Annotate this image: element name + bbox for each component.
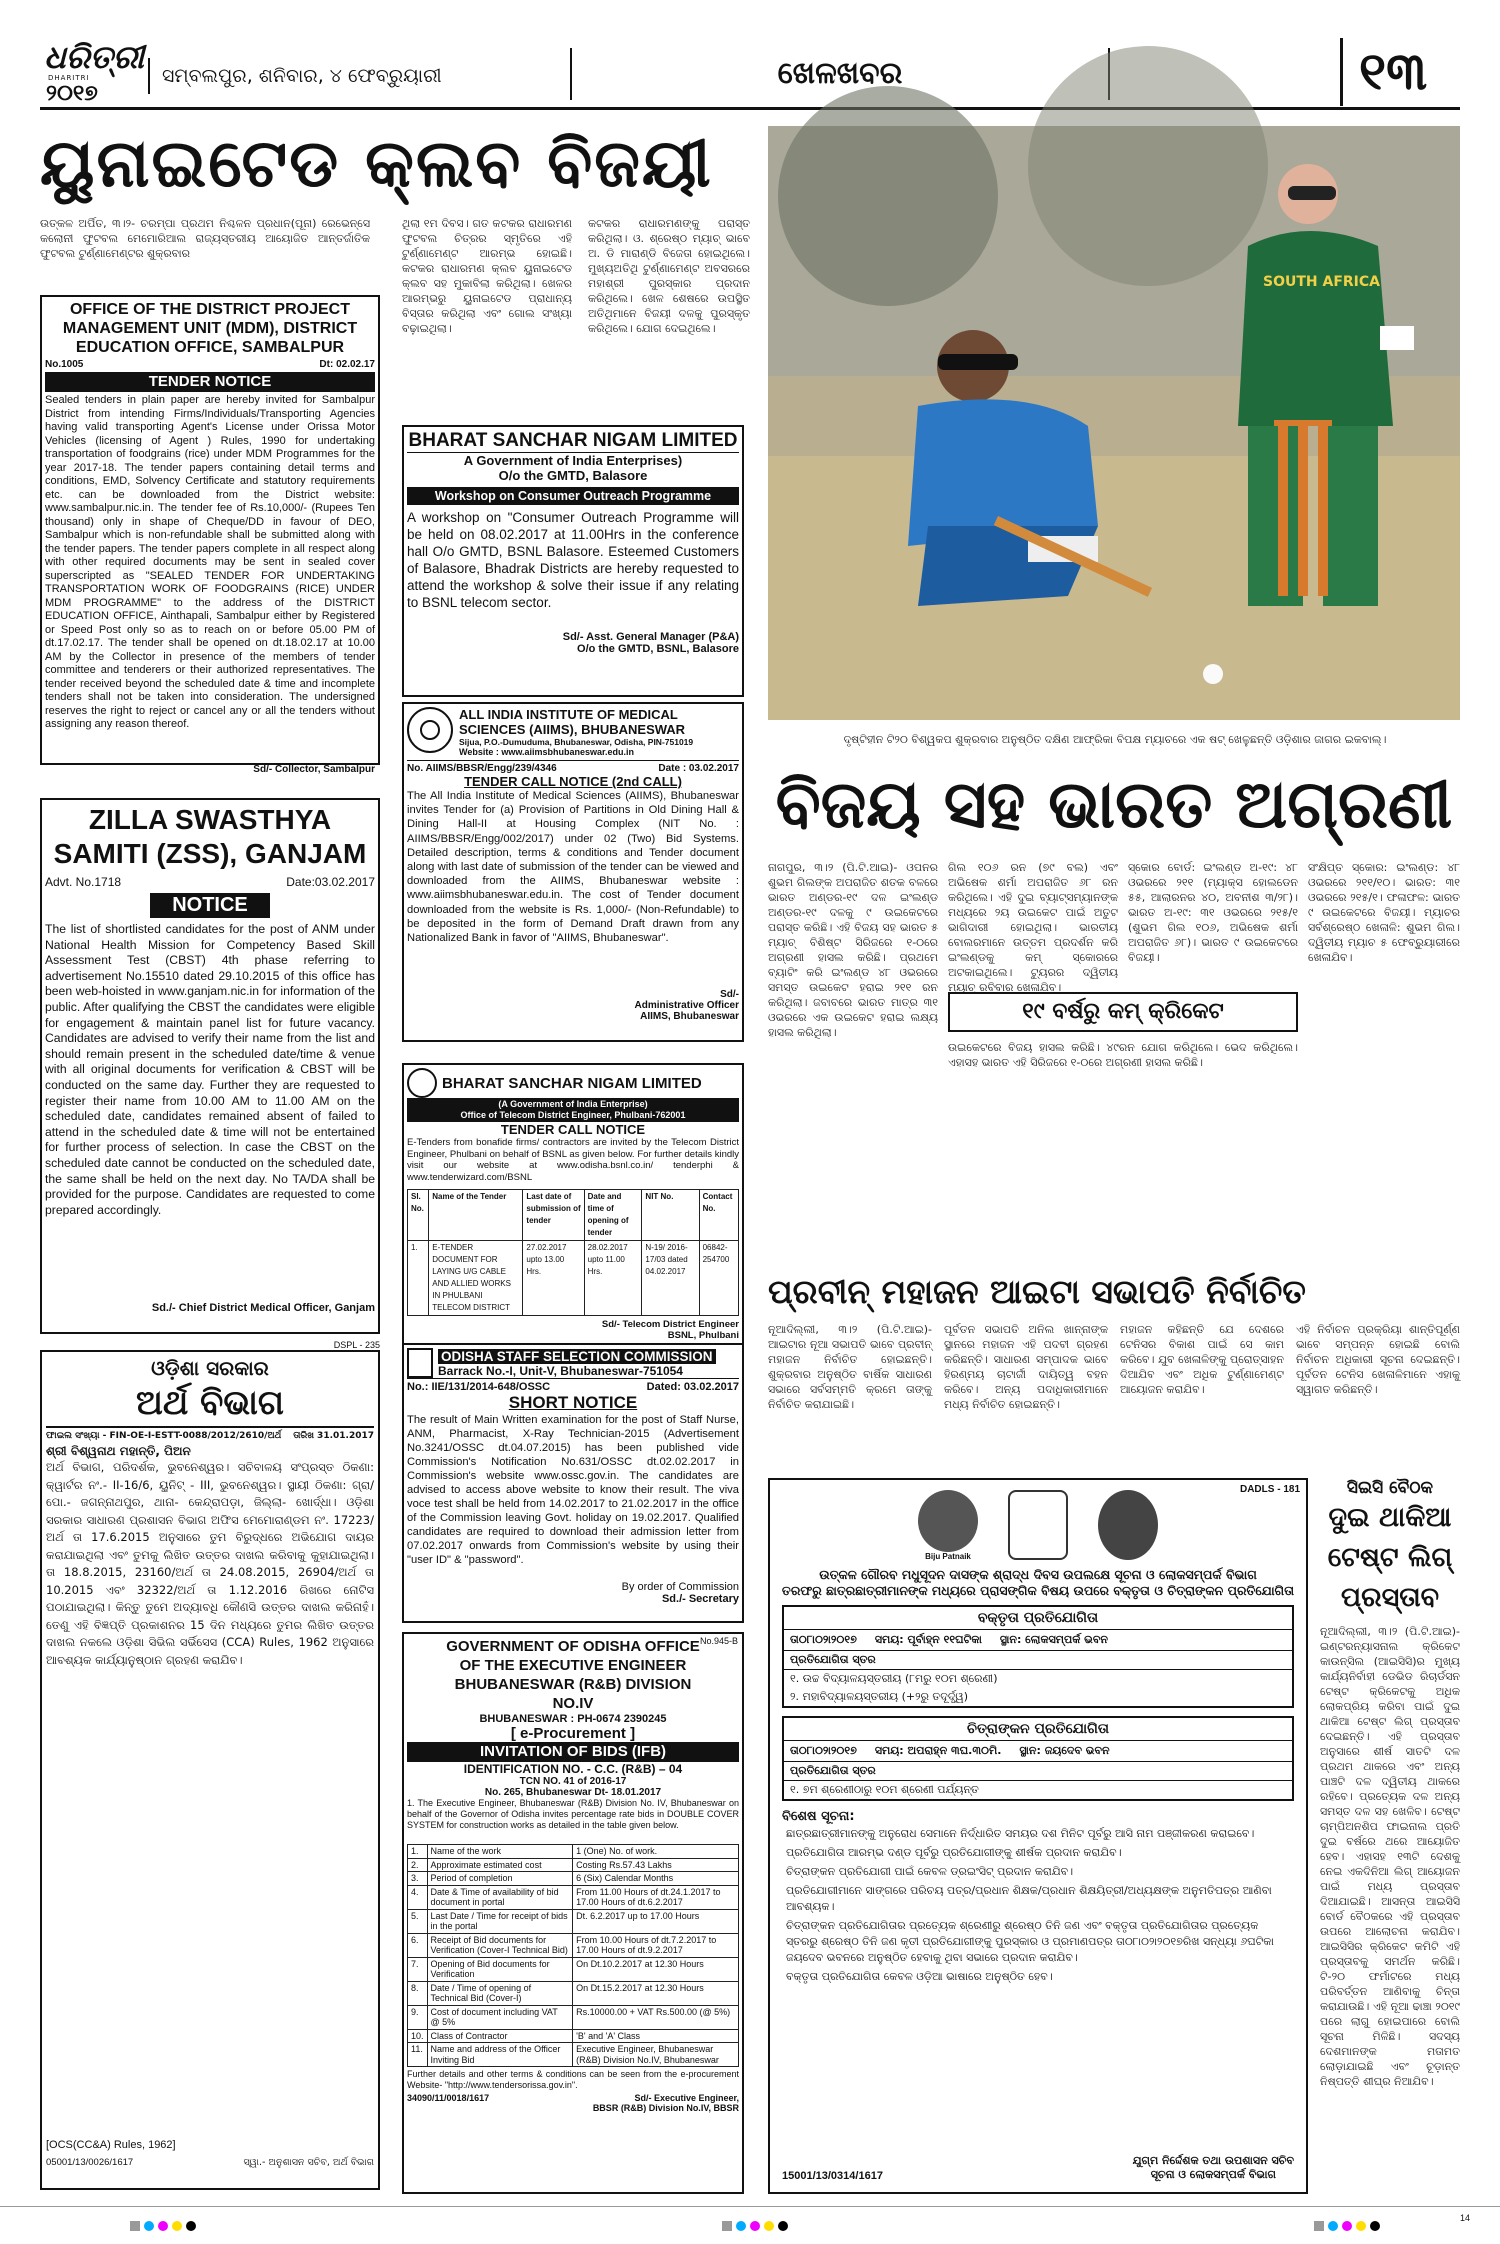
table-cell: 11. — [408, 2043, 428, 2067]
story-headline: ବିଜୟ ସହ ଭାରତ ଅଗ୍ରଣୀ — [775, 766, 1453, 843]
ad-signature-2: BBSR (R&B) Division No.IV, BBSR — [592, 2103, 739, 2113]
table-cell: 4. — [408, 1885, 428, 1909]
color-registration-marks — [130, 2221, 1380, 2233]
ad-signature-1: Sd/- — [720, 989, 739, 1000]
ad-signature-2: O/o the GMTD, BSNL, Balasore — [577, 643, 739, 655]
ad-addressee: ଶ୍ରୀ ବିଶ୍ୱନାଥ ମହାନ୍ତି, ପିଅନ — [46, 1444, 191, 1458]
story-col-1: ନାଗପୁର, ୩।୨ (ପି.ଟି.ଆଇ)- ଓପନର ଶୁଭମ ଗିଲଙ୍କ ଅପରାଜିତ ଶତକ ବଳରେ ଭାରତ ଅଣ୍ଡର-୧୯ ଦଳ ଇଂଲଣ୍ଡ ଅଣ୍ଡର-୧୯ ଦଳକୁ ୯ ଉଇକେଟରେ ପରାସ୍ତ କରିଛି। ଏହି ବିଜୟ ସହ ଭାରତ ୫ ମ୍ୟାଚ୍ ବିଶିଷ୍ଟ ସିରିଜରେ ୧-୦ରେ ଅଗ୍ରଣୀ ହାସଲ କରିଛି। ପ୍ରଥମେ ବ୍ୟାଟିଂ କରି ଇଂଲଣ୍ଡ ୪୮ ଓଭରରେ ସମସ୍ତ ଉଇକେଟ ହରାଇ ୨୧୧ ରନ କରିଥିଲା। ଜବାବରେ ଭାରତ ମାତ୍ର ୩୧ ଓଭରରେ ଏକ ଉଇକେଟ ହରାଇ ଲକ୍ଷ୍ୟ ହାସଲ କରିଥିଲା। — [768, 861, 938, 1039]
ad-body: Sealed tenders in plain paper are hereby invited for Sambalpur District from intending Firms/Individuals/Transporting Agencies having valid transporting Agent's License under Orissa Motor Vehicles (licensing of Agent ) Rules, 1990 for undertaking transportation of foodgrains (rice) under MDM Programmes for the year 2017-18. The tender papers containing detail terms and conditions, EMD, Solvency Certificate and statutory requirements etc. can be downloaded from the District website: www.sambalpur.nic.in. The tender fee of Rs.10,000/- (Rupees Ten thousand) only in shape of Cheque/DD in favour of DEO, Sambalpur which is non-refundable shall be submitted along with the tender papers. The tender papers complete in all respect along with other required documents may be sent in sealed cover superscripted as "SEALED TENDER FOR UNDERTAKING TRANSPORTATION WORK OF FOODGRAINS (RICE) UNDER MDM PROGRAMME" to the address of the DISTRICT EDUCATION OFFICE, Ainthapali, Sambalpur either by Registered or Speed Post only so as to reach on or before 05.00 PM of dt.17.02.17. The tender shall be opened on dt.18.02.17 at 10.00 AM by the Collector in presence of the members of tender committee and tenderers or their authorized representatives. The tender received beyond the scheduled date & time and incomplete tenders shall not be taken into consideration. The undersigned reserves the right to reject or cancel any or all the tenders without assigning any reason thereof. — [45, 394, 375, 730]
ad-rnb-division — [402, 1632, 744, 2194]
story-headline: ପ୍ରବୀନ୍ ମହାଜନ ଆଇଟା ସଭାପତି ନିର୍ବାଚିତ — [768, 1272, 1306, 1311]
table-cell: Rs.10000.00 + VAT Rs.500.00 (@ 5%) — [573, 2005, 739, 2029]
note-item: ପ୍ରତିଯୋଗୀମାନେ ସାଙ୍ଗରେ ପରିଚୟ ପତ୍ର/ପ୍ରଧାନ ଶିକ୍ଷକ/ପ୍ରଧାନ ଶିକ୍ଷୟିତ୍ରୀ/ଅଧ୍ୟକ୍ଷଙ୍କ ଅନୁମତିପତ୍ର ଆଣିବା ଆବଶ୍ୟକ। — [786, 1884, 1272, 1913]
ad-addr: Barrack No.-I, Unit-V, Bhubaneswar-751054 — [438, 1363, 683, 1378]
table-row — [408, 2029, 739, 2043]
ad-bar: NOTICE — [150, 893, 270, 918]
ad-ref-no: No. AIIMS/BBSR/Engg/239/4346 — [407, 763, 557, 774]
drawing-title: ଚିତ୍ରାଙ୍କନ ପ୍ରତିଯୋଗିତା — [784, 1718, 1292, 1741]
table-row — [408, 1909, 739, 1933]
odisha-emblem-icon — [1008, 1490, 1068, 1560]
table-cell: 5. — [408, 1909, 428, 1933]
speech-date: ତା୦୮ା୦୨ା୨୦୧୭ — [790, 1633, 857, 1646]
table-row — [408, 1858, 739, 1872]
ad-signature-2: BSNL, Phulbani — [667, 1330, 739, 1341]
ad-signature-1: By order of Commission — [621, 1581, 739, 1593]
ad-body: The result of Main Written examination for the post of Staff Nurse, ANM, Pharmacist, X-Ray Technician-2015 (Advertisement No.3241/OSSC dt.04.07.2015) has been published vide Commission's Notification No.631/OSSC dt.02.02.2017 in Commission's website www.ossc.gov.in. The candidates are advised to access above website to know their result. The viva voce test shall be held from 14.02.2017 to 21.02.2017 in the office of the Commission leaving Govt. holiday on 19.02.2017. Qualified candidates are required to download their admission letter from 07.02.2017 onwards from Commission's website by using their "user ID" & "password". — [407, 1414, 739, 1566]
speech-level-2: ୨. ମହାବିଦ୍ୟାଳୟସ୍ତରୀୟ (+୨ରୁ ତଦୂର୍ଦ୍ଧ୍ୱ) — [790, 1690, 969, 1703]
table-row — [408, 2005, 739, 2029]
bsnl-logo-icon — [407, 1068, 437, 1098]
table-cell: Approximate estimated cost — [427, 1858, 573, 1872]
table-row — [408, 1845, 739, 1859]
ad-body: E-Tenders from bonafide firms/ contractors are invited by the Telecom District Engineer, Phulbani on behalf of BSNL as given below. For further details kindly visit our website at www.odisha.bsnl.co.in/ tenderphi & www.tenderwizard.com/BSNL — [407, 1137, 739, 1183]
speech-venue: ସ୍ଥାନ: ଲୋକସମ୍ପର୍କ ଭବନ — [999, 1633, 1108, 1646]
page-number: ୧୩ — [1340, 38, 1427, 106]
speech-level-1: ୧. ଉଚ୍ଚ ବିଦ୍ୟାଳୟସ୍ତରୀୟ (୮ମରୁ ୧୦ମ ଶ୍ରେଣୀ) — [790, 1672, 998, 1685]
table-cell: Name and address of the Officer Inviting Bid — [427, 2043, 573, 2067]
ad-body: 1. The Executive Engineer, Bhubaneswar (R&B) Division No. IV, Bhubaneswar on behalf of the Governor of Odisha invites percentage rate bids in DOUBLE COVER SYSTEM for construction works as detailed in the table given below. — [407, 1798, 739, 1830]
story-test-league — [1320, 1478, 1460, 2194]
ad-heading: SHORT NOTICE — [508, 1393, 638, 1412]
drawing-time: ସମୟ: ଅପରାହ୍ନ ୩ଘ.୩୦ମି. — [874, 1744, 1002, 1757]
ad-bar: INVITATION OF BIDS (IFB) — [407, 1742, 739, 1762]
ad-ref-no: No.: IIE/131/2014-648/OSSC — [407, 1381, 551, 1393]
ad-ipr-competition — [768, 1478, 1308, 2194]
ad-signature: Sd/- Collector, Sambalpur — [253, 764, 375, 775]
table-row — [408, 1872, 739, 1886]
table-cell: 6. — [408, 1933, 428, 1957]
ad-title-1: ZILLA SWASTHYA — [88, 804, 332, 835]
ad-govt: ଓଡ଼ିଶା ସରକାର — [151, 1356, 269, 1380]
story-col-4: ଉଇକେଟରେ ବିଜୟ ହାସଲ କରିଛି। ୪୯ରନ ଯୋଗ କରିଥିଲେ। ଭେଦ କରିଥିଲେ। ଏହାସହ ଭାରତ ଏହି ସିରିଜରେ ୧-୦ରେ ଅଗ୍ରଣୀ ହାସଲ କରିଛି। — [948, 1041, 1298, 1069]
ad-title: ODISHA STAFF SELECTION COMMISSION — [438, 1349, 716, 1364]
ad-code: DADLS - 181 — [1239, 1484, 1300, 1495]
story-col-3: ସ୍କୋର ବୋର୍ଡ: ଇଂଲଣ୍ଡ ଅ-୧୯: ୪୮ ଓଭରରେ ୨୧୧ (ମ୍ୟାକ୍ସ ହୋଲଡେନ ୫୫, ଆଲାରନର ୪୦, ଅବନୀଶ ୩/୨୮)। ଭାରତ ଅ-୧୯: ୩୧ ଓଭରରେ ୨୧୫/୧ (ଶୁଭମ ଗିଲ ୧୦୬, ଅଭିଷେକ ଶର୍ମା ଅପରାଜିତ ୬୮)। ଭାରତ ୯ ଉଇକେଟରେ ବିଜୟୀ। — [1128, 861, 1298, 964]
madhusudan-portrait-icon — [1098, 1490, 1158, 1560]
speech-level: ପ୍ରତିଯୋଗିତା ସ୍ତର — [784, 1651, 1292, 1670]
dateline: ସମ୍ବଲପୁର, ଶନିବାର, ୪ ଫେବ୍ରୁୟାରୀ — [148, 58, 442, 94]
ad-signature-2: ସୂଚନା ଓ ଲୋକସମ୍ପର୍କ ବିଭାଗ — [1150, 2168, 1276, 2181]
ad-code-no: 05001/13/0026/1617 — [46, 2157, 134, 2168]
ad-finance-dept — [40, 1340, 380, 2194]
ad-title-2: SAMITI (ZSS), GANJAM — [53, 838, 367, 869]
ad-tcn: TCN NO. 41 of 2016-17 — [519, 1776, 627, 1787]
ad-ref-no: ଫାଇଲ ସଂଖ୍ୟା - FIN-OE-I-ESTT-0088/2012/2610/ଅର୍ଥ — [46, 1431, 282, 1441]
story-india-lead — [768, 760, 1460, 1330]
story-col-4: ଏହି ନିର୍ବାଚନ ପ୍ରକ୍ରିୟା ଶାନ୍ତିପୂର୍ଣ୍ଣ ଭାବେ ସମ୍ପନ୍ନ ହୋଇଛି ବୋଲି ନିର୍ବାଚନ ଅଧିକାରୀ ସୂଚନା ଦେଇଛନ୍ତି। ପୂର୍ବତନ ଟେନିସ ଖେଳାଳିମାନେ ଏହାକୁ ସ୍ୱାଗତ କରିଛନ୍ତି। — [1296, 1323, 1460, 1396]
speech-box — [782, 1605, 1294, 1708]
ad-signature-1: Sd/- Asst. General Manager (P&A) — [562, 631, 739, 643]
table-cell: Executive Engineer, Bhubaneswar (R&B) Division No.IV, Bhubaneswar — [573, 2043, 739, 2067]
ad-title: ALL INDIA INSTITUTE OF MEDICAL SCIENCES (AIIMS), BHUBANESWAR — [459, 707, 686, 737]
table-cell: 1 (One) No. of work. — [573, 1845, 739, 1859]
note-item: ବକ୍ତୃତା ପ୍ରତିଯୋଗିତା କେବଳ ଓଡ଼ିଆ ଭାଷାରେ ଅନୁଷ୍ଠିତ ହେବ। — [786, 1970, 1053, 1983]
story-subhead: ୧୯ ବର୍ଷରୁ କମ୍ କ୍ରିକେଟ — [948, 992, 1298, 1032]
table-cell: Date / Time of opening of Technical Bid (Cover-I) — [427, 1981, 573, 2005]
ad-signature-2: Sd./- Secretary — [661, 1593, 739, 1605]
speech-title: ବକ୍ତୃତା ପ୍ରତିଯୋଗିତା — [784, 1607, 1292, 1630]
table-row — [408, 1885, 739, 1909]
bid-table — [407, 1844, 739, 2067]
jersey-text: SOUTH AFRICA — [1263, 274, 1380, 290]
ad-bsnl-phulbani — [402, 1063, 744, 1345]
cricket-photo — [768, 126, 1460, 720]
ad-date: Date : 03.02.2017 — [658, 763, 739, 774]
story-kicker: ସିଇସି ବୈଠକ — [1346, 1478, 1434, 1498]
footer-page: 14 — [1459, 2213, 1470, 2223]
photo-caption: ଦୃଷ୍ଟିହୀନ ଟି୨୦ ବିଶ୍ୱକପ ଶୁକ୍ରବାର ଅନୁଷ୍ଠିତ ଦକ୍ଷିଣ ଆଫ୍ରିକା ବିପକ୍ଷ ମ୍ୟାଚରେ ଏକ ଷଟ୍ ଖେଳୁଛନ୍ତି ଓଡ଼ିଶାର ଜାଗର ଇକବାଲ୍। — [843, 733, 1387, 746]
story-col-2: ପୂର୍ବତନ ସଭାପତି ଅନିଲ ଖାନ୍ନାଙ୍କ ସ୍ଥାନରେ ମହାଜନ ଏହି ପଦବୀ ଗ୍ରହଣ କରିଛନ୍ତି। ସାଧାରଣ ସମ୍ପାଦକ ଭାବେ ହିରଣ୍ମୟ ଚାଟାର୍ଜୀ ଦାୟିତ୍ୱ ବହନ କରିବେ। ଅନ୍ୟ ପଦାଧିକାରୀମାନେ ମଧ୍ୟ ନିର୍ବାଚିତ ହୋଇଛନ୍ତି। — [944, 1323, 1108, 1411]
ad-heading: TENDER CALL NOTICE — [500, 1122, 646, 1137]
ad-sub: (A Government of India Enterprise) — [498, 1099, 648, 1109]
leader-name: Biju Patnaik — [925, 1552, 971, 1561]
table-row — [408, 1957, 739, 1981]
ad-code-no: 15001/13/0314/1617 — [782, 2170, 883, 2182]
table-cell: Period of completion — [427, 1872, 573, 1886]
ad-eproc: [ e-Procurement ] — [510, 1725, 636, 1742]
table-cell: Receipt of Bid documents for Verification (Cover-I Technical Bid) — [427, 1933, 573, 1957]
ad-code: DSPL - 235 — [333, 1340, 380, 1350]
table-row — [408, 2043, 739, 2067]
story-mahajan — [768, 1270, 1460, 1470]
note-item: ପ୍ରତିଯୋଗିତା ଆରମ୍ଭ ଦଣ୍ଡ ପୂର୍ବରୁ ପ୍ରତିଯୋଗୀଙ୍କୁ ଶୀର୍ଷକ ପ୍ରଦାନ କରାଯିବ। — [786, 1846, 1122, 1859]
ad-ref: No. 265, Bhubaneswar Dt- 18.01.2017 — [484, 1787, 662, 1798]
drawing-date: ତା୦୮ା୦୨ା୨୦୧୭ — [790, 1744, 857, 1757]
story-body: ନୂଆଦିଲ୍ଲୀ, ୩।୨ (ପି.ଟି.ଆଇ)- ଇଣ୍ଟରନ୍ୟାସନାଲ କ୍ରିକେଟ କାଉନ୍ସିଲ (ଆଇସିସି)ର ମୁଖ୍ୟ କାର୍ଯ୍ୟନିର୍ବାହୀ ଡେଭିଡ ରିଚାର୍ଡସନ ଟେଷ୍ଟ କ୍ରିକେଟକୁ ଅଧିକ ଲୋକପ୍ରିୟ କରିବା ପାଇଁ ଦୁଇ ଥାକିଆ ଟେଷ୍ଟ ଲିଗ୍ ପ୍ରସ୍ତାବ ଦେଇଛନ୍ତି। ଏହି ପ୍ରସ୍ତାବ ଅନୁସାରେ ଶୀର୍ଷ ସାତଟି ଦଳ ପ୍ରଥମ ଥାକରେ ଏବଂ ଅନ୍ୟ ପାଞ୍ଚଟି ଦଳ ଦ୍ୱିତୀୟ ଥାକରେ ରହିବେ। ପ୍ରତ୍ୟେକ ଦଳ ଅନ୍ୟ ସମସ୍ତ ଦଳ ସହ ଖେଳିବ। ଟେଷ୍ଟ ଚାମ୍ପିଅନଶିପ ଫାଇନାଲ ପ୍ରତି ଦୁଇ ବର୍ଷରେ ଥରେ ଆୟୋଜିତ ହେବ। ଏହାସହ ୧୩ଟି ଦେଶକୁ ନେଇ ଏକଦିନିଆ ଲିଗ୍ ଆୟୋଜନ ପାଇଁ ମଧ୍ୟ ପ୍ରସ୍ତାବ ଦିଆଯାଇଛି। ଆସନ୍ତା ଆଇସିସି ବୋର୍ଡ ବୈଠକରେ ଏହି ପ୍ରସ୍ତାବ ଉପରେ ଆଲୋଚନା କରାଯିବ। ଆଇସିସିର କ୍ରିକେଟ କମିଟି ଏହି ପ୍ରସ୍ତାବକୁ ସମର୍ଥନ କରିଛି। ଟି-୨୦ ଫର୍ମାଟରେ ମଧ୍ୟ ପରିବର୍ତ୍ତନ ଆଣିବାକୁ ଚିନ୍ତା କରାଯାଉଛି। ଏହି ନୂଆ ଢାଞ୍ଚା ୨୦୧୯ ପରେ ଲାଗୁ ହୋଇପାରେ ବୋଲି ସୂଚନା ମିଳିଛି। ସଦସ୍ୟ ଦେଶମାନଙ୍କ ମତାମତ ଲୋଡ଼ାଯାଇଛି ଏବଂ ଚୂଡ଼ାନ୍ତ ନିଷ୍ପତ୍ତି ଶୀଘ୍ର ନିଆଯିବ। — [1320, 1625, 1460, 2088]
table-cell: 1. — [408, 1845, 428, 1859]
ad-code-no: 34090/11/0018/1617 — [407, 2093, 490, 2103]
ad-signature-1: ଯୁଗ୍ମ ନିର୍ଦ୍ଦେଶକ ତଥା ଉପଶାସନ ସଚିବ — [1132, 2154, 1294, 2167]
drawing-level-1: ୧. ୭ମ ଶ୍ରେଣୀଠାରୁ ୧୦ମ ଶ୍ରେଣୀ ପର୍ଯ୍ୟନ୍ତ — [790, 1783, 979, 1796]
table-cell: From 11.00 Hours of dt.24.1.2017 to 17.00 Hours of dt.6.2.2017 — [573, 1885, 739, 1909]
story-col-1: ଉତ୍କଳ ଅର୍ପିତ, ୩।୨- ଚରମ୍ପା ପ୍ରଥମ ନିଶ୍ଚଳନ ପ୍ରଧାନ(ପୂନା) ରେଭେନ୍ସେ କଲୋନୀ ଫୁଟବଲ ମେମୋରିଆଲ ରାଜ୍ୟସ୍ତରୀୟ ଆୟୋଜିତ ଆନ୍ତର୍ଜାତିକ ଫୁଟବଲ ଟୁର୍ଣ୍ଣାମେଣ୍ଟର ଶୁକ୍ରବାର — [40, 217, 370, 260]
table-row: 1. E-TENDER DOCUMENT FOR LAYING U/G CABLE AND ALLIED WORKS IN PHULBANI TELECOM DISTRICT 27.02.2017 upto 13.00 Hrs. 28.02.2017 upto 11.00 Hrs. N-19/ 2016-17/03 dated 04.02.2017 06842-254700 — [408, 1241, 739, 1316]
story-col-3: ମହାଜନ କହିଛନ୍ତି ଯେ ଦେଶରେ ଟେନିସର ବିକାଶ ପାଇଁ ସେ କାମ କରିବେ। ଯୁବ ଖେଳାଳିଙ୍କୁ ପ୍ରୋତ୍ସାହନ ଦିଆଯିବ ଏବଂ ଅଧିକ ଟୁର୍ଣ୍ଣାମେଣ୍ଟ ଆୟୋଜନ କରାଯିବ। — [1120, 1323, 1284, 1396]
ad-body: ଅର୍ଥ ବିଭାଗ, ପରିଦର୍ଶକ, ଭୁବନେଶ୍ୱର। ସଚିବାଳୟ ସଂପ୍ରସ୍ତ ଠିକଣା: କ୍ୱାର୍ଟର ନଂ.- II-16/6, ୟୁନିଟ୍ - III, ଭୁବନେଶ୍ୱର। ସ୍ଥାୟୀ ଠିକଣା: ଗ୍ରା/ପୋ.- ଜଗନ୍ନାଥପୁର, ଥାନା- କେନ୍ଦ୍ରାପଡ଼ା, ଜିଲ୍ଲା- ଖୋର୍ଦ୍ଧା। ଓଡ଼ିଶା ସରକାର ସାଧାରଣ ପ୍ରଶାସନ ବିଭାଗ ଅଫିସ ମେମୋରାଣ୍ଡମ ନଂ. 17223/ ଅର୍ଥ ତା 17.6.2015 ଅନୁସାରେ ତୁମ ବିରୁଦ୍ଧରେ ଅଭିଯୋଗ ଦାୟର କରାଯାଇଥିଲା ଏବଂ ତୁମକୁ ଲିଖିତ ଉତ୍ତର ଦାଖଲ କରିବାକୁ କୁହାଯାଇଥିଲା। ତା 18.8.2015, 23160/ଅର୍ଥ ତା 24.08.2015, 26904/ଅର୍ଥ ତା 10.2015 ଏବଂ 32322/ଅର୍ଥ ତା 1.12.2016 ରିଖରେ ନୋଟିସ ପଠାଯାଇଥିଲା। କିନ୍ତୁ ତୁମେ ଅଦ୍ୟାବଧି କୌଣସି ଉତ୍ତର ଦାଖଲ କରିନାହଁ। ତେଣୁ ଏହି ବିଜ୍ଞପ୍ତି ପ୍ରକାଶନର 15 ଦିନ ମଧ୍ୟରେ ତୁମର ଲିଖିତ ଉତ୍ତର ଦାଖଲ ନକଲେ ଓଡ଼ିଶା ସିଭିଲ ସର୍ଭିସେସ (CCA) Rules, 1962 ଅନୁସାରେ ଆବଶ୍ୟକ କାର୍ଯ୍ୟାନୁଷ୍ଠାନ ଗ୍ରହଣ କରାଯିବ। — [46, 1460, 374, 1667]
ad-title: BHARAT SANCHAR NIGAM LIMITED — [442, 1074, 702, 1092]
story-headline: ଦୁଇ ଥାକିଆ ଟେଷ୍ଟ ଲିଗ୍ ପ୍ରସ୍ତାବ — [1327, 1502, 1453, 1613]
ad-heading-2: ତରଫରୁ ଛାତ୍ରଛାତ୍ରୀମାନଙ୍କ ମଧ୍ୟରେ ପ୍ରାସଙ୍ଗିକ ବିଷୟ ଉପରେ ବକ୍ତୃତା ଓ ଚିତ୍ରାଙ୍କନ ପ୍ରତିଯୋଗିତା — [781, 1583, 1295, 1598]
table-cell: Last Date / Time for receipt of bids in the portal — [427, 1909, 573, 1933]
ad-addr: Sijua, P.O.-Dumuduma, Bhubaneswar, Odisha, PIN-751019 — [459, 737, 694, 747]
table-cell: 7. — [408, 1957, 428, 1981]
table-cell: 2. — [408, 1858, 428, 1872]
ad-web: Website : www.aiimsbhubaneswar.edu.in — [459, 747, 635, 757]
drawing-box — [782, 1716, 1294, 1801]
ad-dept: ଅର୍ଥ ବିଭାଗ — [46, 1380, 374, 1428]
story-col-2: ଥିଲା ୧ମ ଦିବସ। ଗତ କଟକର ରାଧାରମଣ ଫୁଟବଲ ଚିତ୍ରର ସ୍ମୃତିରେ ଏହି ଟୁର୍ଣ୍ଣାମେଣ୍ଟ ଆରମ୍ଭ ହୋଇଛି। କଟକର ରାଧାରମଣ କ୍ଲବ ୟୁନାଇଟେଡ କ୍ଲବ ସହ ମୁକାବିଲା କରିଥିଲା। ଖେଳର ଆରମ୍ଭରୁ ୟୁନାଇଟେଡ ପ୍ରାଧାନ୍ୟ ବିସ୍ତାର କରିଥିଲା ଏବଂ ଗୋଲ ସଂଖ୍ୟା ବଢ଼ାଇଥିଲା। — [402, 217, 572, 335]
ad-signature-3: AIIMS, Bhubaneswar — [640, 1011, 739, 1022]
story-headline: ୟୁନାଇଟେଡ କ୍ଲବ ବିଜୟୀ — [40, 125, 713, 202]
ad-signature: Sd./- Chief District Medical Officer, Ganjam — [151, 1302, 375, 1314]
ad-date: Date:03.02.2017 — [286, 875, 375, 889]
table-cell: On Dt.10.2.2017 at 12.30 Hours — [573, 1957, 739, 1981]
photo-illustration — [768, 126, 1460, 720]
ad-zss-ganjam — [40, 798, 380, 1334]
brand-year: ୨୦୧୭ — [46, 80, 98, 106]
story-col-5: ସଂକ୍ଷିପ୍ତ ସ୍କୋର: ଇଂଲଣ୍ଡ: ୪୮ ଓଭରରେ ୨୧୧/୧୦। ଭାରତ: ୩୧ ଓଭରରେ ୨୧୫/୧। ଫଳାଫଳ: ଭାରତ ୯ ଉଇକେଟରେ ବିଜୟୀ। ମ୍ୟାଚର ସର୍ବଶ୍ରେଷ୍ଠ ଖେଳାଳି: ଶୁଭମ ଗିଲ। ଦ୍ୱିତୀୟ ମ୍ୟାଚ ୫ ଫେବ୍ରୁୟାରୀରେ ଖେଳାଯିବ। — [1308, 861, 1460, 964]
ad-signature-2: Administrative Officer — [634, 1000, 739, 1011]
note-item: ଚିତ୍ରାଙ୍କନ ପ୍ରତିଯୋଗୀ ପାଇଁ କେବଳ ଡ୍ରଇଂସିଟ୍ ପ୍ରଦାନ କରାଯିବ। — [786, 1865, 1074, 1878]
ad-ref-no: Advt. No.1718 — [45, 875, 122, 889]
ad-signature-1: Sd/- Executive Engineer, — [634, 2093, 739, 2103]
table-cell: Opening of Bid documents for Verification — [427, 1957, 573, 1981]
story-col-1: ନୂଆଦିଲ୍ଲୀ, ୩।୨ (ପି.ଟି.ଆଇ)- ଆଇଟାର ନୂଆ ସଭାପତି ଭାବେ ପ୍ରବୀନ୍ ମହାଜନ ନିର୍ବାଚିତ ହୋଇଛନ୍ତି। ଶୁକ୍ରବାର ଅନୁଷ୍ଠିତ ବାର୍ଷିକ ସାଧାରଣ ସଭାରେ ସର୍ବସମ୍ମତି କ୍ରମେ ତାଙ୍କୁ ନିର୍ବାଚିତ କରାଯାଇଛି। — [768, 1323, 932, 1411]
cricket-ball — [1203, 664, 1223, 684]
ad-rule: [OCS(CC&A) Rules, 1962] — [46, 2139, 176, 2151]
table-cell: Name of the work — [427, 1845, 573, 1859]
ad-title: GOVERNMENT OF ODISHA OFFICE OF THE EXECUTIVE ENGINEER BHUBANESWAR (R&B) DIVISION NO.IV — [446, 1638, 700, 1712]
tender-table — [407, 1189, 739, 1316]
table-cell: 3. — [408, 1872, 428, 1886]
ad-foot: Further details and other terms & conditions can be seen from the e-procurement Website- "http://www.tendersorissa.gov.in". — [407, 2069, 739, 2090]
table-cell: 9. — [408, 2005, 428, 2029]
brand-logo: ଧରିତ୍ରୀ — [44, 38, 144, 76]
ad-body: The list of shortlisted candidates for the post of ANM under National Health Mission for Competency Based Skill Assessment Test (CBST) 4th phase referring to advertisement No.15510 dated 29.10.2015 of this office has been web-hoisted in www.ganjam.nic.in for information of the public. After qualifying the CBST the candidates were eligible for engagement & maintain panel list for future vacancy. Candidates are advised to verify their name from the list and should remain present in the scheduled date/time & venue with all original documents for verification & CBST will be conducted on the same day. Further they are requested to register their name from 10.00 AM to 11.00 AM on the scheduled date, candidates remained absent of failed to attend in the scheduled date & time will not be entertained for further process of selection. In case the CBST on the scheduled date cannot be conducted on the scheduled date, the same shall be held on the next day. No TA/DA shall be provided for the purpose. Candidates are requested to come prepared accordingly. — [45, 922, 375, 1217]
ad-title: BHARAT SANCHAR NIGAM LIMITED — [408, 430, 738, 451]
ad-addr: BHUBANESWAR : PH-0674 2390245 — [479, 1713, 667, 1725]
ad-date: Dated: 03.02.2017 — [646, 1381, 739, 1393]
ad-sub: A Government of India Enterprises) — [463, 453, 683, 468]
table-cell: 'B' and 'A' Class — [573, 2029, 739, 2043]
ad-ossc — [402, 1343, 744, 1623]
ad-sub2: O/o the GMTD, Balasore — [498, 468, 648, 483]
table-cell: From 10.00 Hours of dt.7.2.2017 to 17.00 Hours of dt.9.2.2017 — [573, 1933, 739, 1957]
drawing-venue: ସ୍ଥାନ: ଜୟଦେବ ଭବନ — [1019, 1744, 1110, 1757]
ad-heading: TENDER CALL NOTICE (2nd CALL) — [464, 774, 682, 789]
ad-date: Dt: 02.02.17 — [319, 359, 375, 370]
ad-ident: IDENTIFICATION NO. - C.C. (R&B) – 04 — [463, 1762, 683, 1776]
ad-heading-1: ଉତ୍କଳ ଗୌରବ ମଧୁସୂଦନ ଦାସଙ୍କ ଶ୍ରାଦ୍ଧ ଦିବସ ଉପଲକ୍ଷେ ସୂଚନା ଓ ଲୋକସମ୍ପର୍କ ବିଭାଗ — [819, 1567, 1257, 1582]
aiims-emblem-icon — [407, 707, 453, 753]
ad-ref-no: No.1005 — [45, 359, 84, 370]
note-item: ଛାତ୍ରଛାତ୍ରୀମାନଙ୍କୁ ଅନୁରୋଧ ସେମାନେ ନିର୍ଦ୍ଧାରିତ ସମୟର ଦଶ ମିନିଟ ପୂର୍ବରୁ ଆସି ନାମ ପଞ୍ଜୀକରଣ କରାଇବେ। — [786, 1827, 1255, 1840]
ad-signature: ସ୍ୱା.- ଅନୁଶାସନ ସଚିବ, ଅର୍ଥ ବିଭାଗ — [243, 2157, 374, 2168]
ad-no: No.945-B — [699, 1636, 738, 1646]
table-cell: Date & Time of availability of bid document in portal — [427, 1885, 573, 1909]
story-col-3: କଟକର ରାଧାରମଣଙ୍କୁ ପରାସ୍ତ କରିଥିଲା। ଓ. ଶ୍ରେଷ୍ଠ ମ୍ୟାଚ୍ ଭାବେ ଅ. ଡି ମାରାଣ୍ଡି ବିଜେତା ହୋଇଥିଲେ। ମୁଖ୍ୟଅତିଥି ଟୁର୍ଣ୍ଣାମେଣ୍ଟ ଅବସରରେ ମହାଶ୍ରୀ ପୁରସ୍କାର ପ୍ରଦାନ କରିଥିଲେ। ଖେଳ ଶେଷରେ ଉପସ୍ଥିତ ଅତିଥିମାନେ ବିଜୟୀ ଦଳକୁ ପୁରସ୍କୃତ କରିଥିଲେ। ଯୋଗ ଦେଇଥିଲେ। — [588, 217, 750, 335]
table-cell: 6 (Six) Calendar Months — [573, 1872, 739, 1886]
ad-mdm-tender — [40, 295, 380, 775]
ossc-emblem-icon — [407, 1348, 433, 1378]
table-cell: 10. — [408, 2029, 428, 2043]
table-cell: 8. — [408, 1981, 428, 2005]
ad-signature-1: Sd/- Telecom District Engineer — [601, 1319, 739, 1330]
table-cell: Costing Rs.57.43 Lakhs — [573, 1858, 739, 1872]
section-title: ଖେଳଖବର — [570, 48, 1110, 100]
ad-body: The All India Institute of Medical Sciences (AIIMS), Bhubaneswar invites Tender for (a) Provision of Partitions in Old Dining Hall & Dining Hall-II at Housing Complex (NIT No. : AIIMS/BBSR/Engg/002/2017) under 02 (Two) Bid Systems. Detailed description, terms & conditions and Tender document along with last date of submission of the tender can be viewed and downloaded from the AIIMS, Bhubaneswar website : www.aiimsbhubaneswar.edu.in. The cost of Tender document downloaded from the website is Rs. 1,000/- (Non-Refundable) to be deposited in the form of Demand Draft drawn from any Nationalized Bank in favor of "AIIMS, Bhubaneswar". — [407, 790, 739, 945]
ad-bar: TENDER NOTICE — [45, 372, 375, 392]
ad-aiims — [402, 702, 744, 1042]
footer — [0, 2206, 1500, 2244]
ad-body: A workshop on "Consumer Outreach Programme will be held on 08.02.2017 at 11.00Hrs in the conference hall O/o GMTD, BSNL Balasore. Esteemed Customers of Balasore, Bhadrak Districts are hereby requested to attend the workshop & solve their issue if any relating to BSNL telecom sector. — [407, 510, 739, 610]
ad-bar: Workshop on Consumer Outreach Programme — [407, 487, 739, 505]
table-cell: On Dt.15.2.2017 at 12.30 Hours — [573, 1981, 739, 2005]
table-header-row: Sl. No. Name of the Tender Last date of submission of tender Date and time of opening of tender NIT No. Contact No. — [408, 1190, 739, 1241]
ad-title: OFFICE OF THE DISTRICT PROJECT MANAGEMENT UNIT (MDM), DISTRICT EDUCATION OFFICE, SAMBALPUR — [62, 301, 358, 356]
story-col-2: ଗିଲ ୧୦୬ ରନ (୭୯ ବଲ) ଏବଂ ଅଭିଷେକ ଶର୍ମା ଅପରାଜିତ ୬୮ ରନ କରିଥିଲେ। ଏହି ଦୁଇ ବ୍ୟାଟ୍ସମ୍ୟାନଙ୍କ ମଧ୍ୟରେ ୨ୟ ଉଇକେଟ ପାଇଁ ଅତୁଟ ଭାଗିଦାରୀ ହୋଇଥିଲା। ଭାରତୀୟ ବୋଲରମାନେ ଉତ୍ତମ ପ୍ରଦର୍ଶନ କରି ଇଂଲଣ୍ଡକୁ କମ୍ ସ୍କୋରରେ ଅଟକାଇଥିଲେ। ଟ୍ୟୁରର ଦ୍ୱିତୀୟ ମ୍ୟାଚ୍ ରବିବାର ଖେଳାଯିବ। — [948, 861, 1118, 994]
ad-bsnl-balasore — [402, 425, 744, 697]
table-cell: Class of Contractor — [427, 2029, 573, 2043]
leader-portrait-icon — [918, 1490, 978, 1552]
speech-time: ସମୟ: ପୂର୍ବାହ୍ନ ୧୧ଘଟିକା — [874, 1633, 982, 1646]
drawing-level: ପ୍ରତିଯୋଗିତା ସ୍ତର — [784, 1762, 1292, 1781]
stumps — [1274, 420, 1332, 596]
table-row — [408, 1981, 739, 2005]
special-note-title: ବିଶେଷ ସୂଚନା: — [782, 1809, 855, 1824]
brand-sub: DHARITRI — [48, 74, 90, 82]
table-row — [408, 1933, 739, 1957]
table-cell: Dt. 6.2.2017 up to 17.00 Hours — [573, 1909, 739, 1933]
note-item: ଚିତ୍ରାଙ୍କନ ପ୍ରତିଯୋଗିତାର ପ୍ରତ୍ୟେକ ଶ୍ରେଣୀରୁ ଶ୍ରେଷ୍ଠ ତିନି ଜଣ ଏବଂ ବକ୍ତୃତା ପ୍ରତିଯୋଗିତାର ପ୍ରତ୍ୟେକ ସ୍ତରରୁ ଶ୍ରେଷ୍ଠ ତିନି ଜଣ କୃତୀ ପ୍ରତିଯୋଗୀଙ୍କୁ ପୁରସ୍କାର ଓ ପ୍ରମାଣପତ୍ର ତା୦୮ା୦୨ା୨୦୧୭ରିଖ ସନ୍ଧ୍ୟା ୬ଘଟିକା ଜୟଦେବ ଭବନରେ ଅନୁଷ୍ଠିତ ହେବାକୁ ଥିବା ସଭାରେ ପ୍ରଦାନ କରାଯିବ। — [786, 1919, 1274, 1964]
ad-sub2: Office of Telecom District Engineer, Phulbani-762001 — [460, 1110, 686, 1120]
table-cell: Cost of document including VAT @ 5% — [427, 2005, 573, 2029]
ad-date: ତାରିଖ 31.01.2017 — [293, 1431, 374, 1441]
